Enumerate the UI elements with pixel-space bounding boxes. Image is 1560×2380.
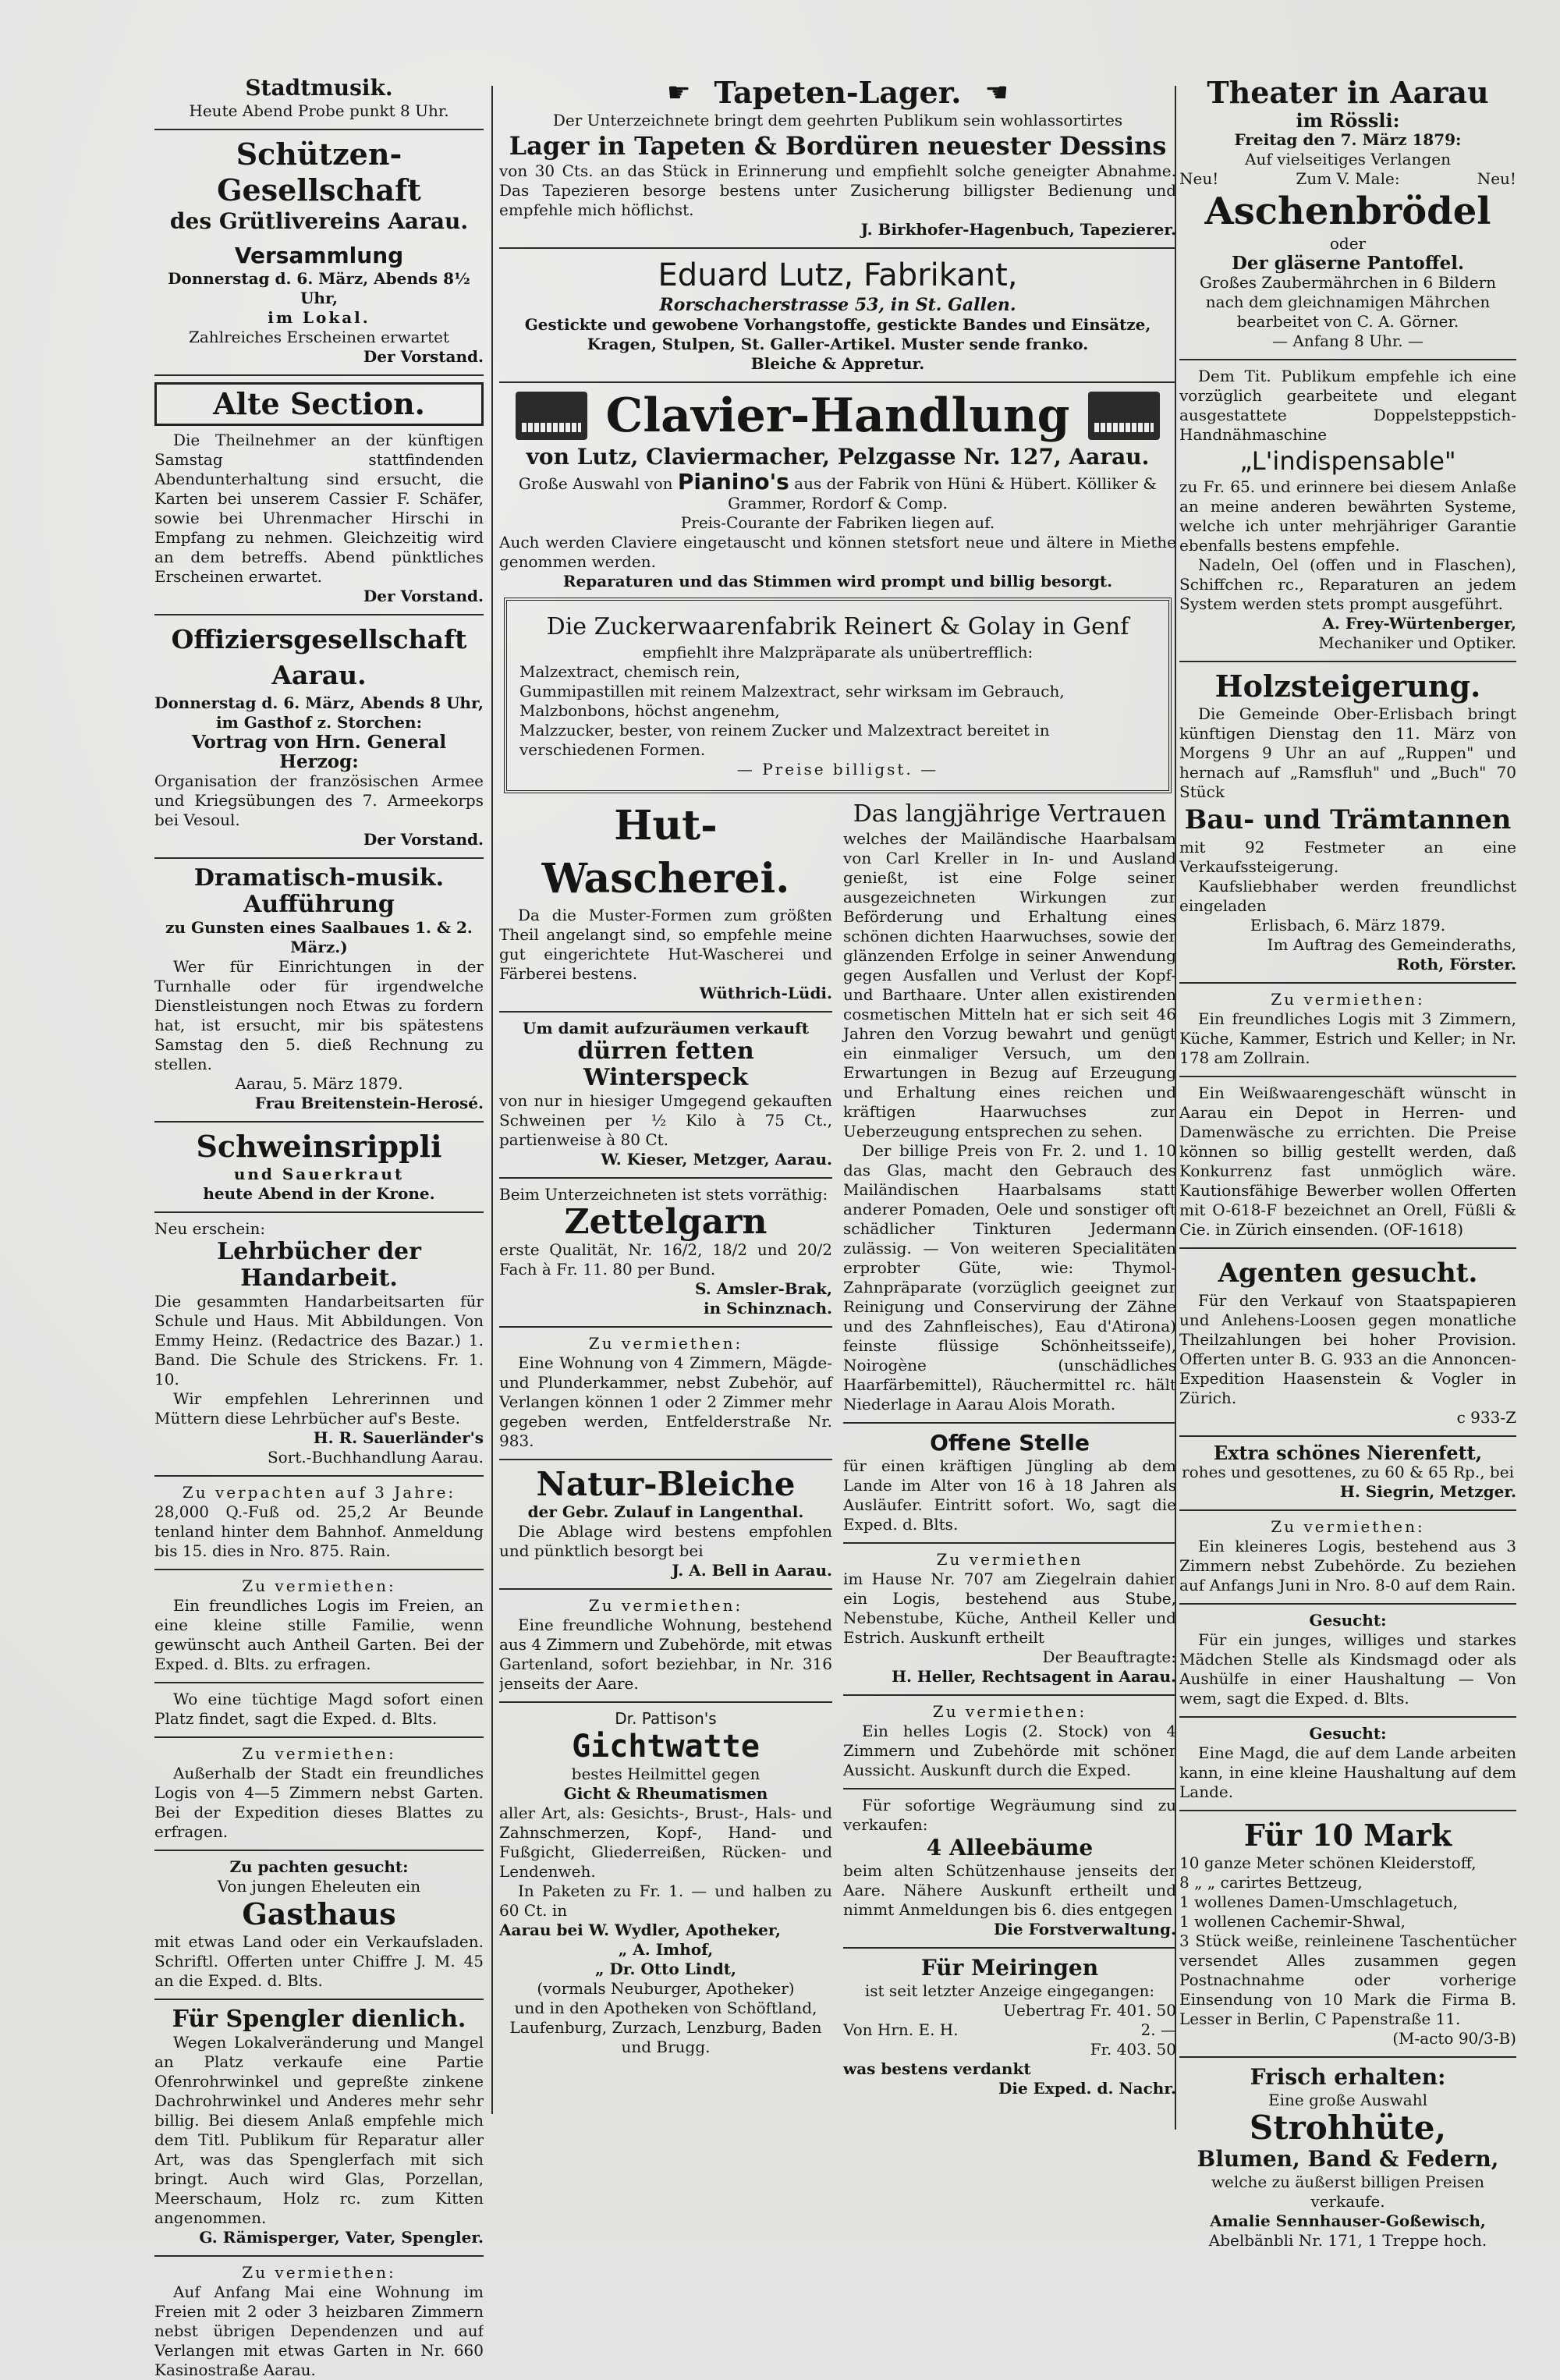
list-item: Malzextract, chemisch rein, (519, 662, 740, 681)
ad-seller: „ A. Imhof, (618, 1940, 714, 1959)
ad-signature: A. Frey-Würtenberger, (1322, 614, 1516, 633)
ad-title: Schützen-Gesellschaft (217, 137, 421, 207)
ad-body: von 30 Cts. an das Stück in Erinnerung und empfiehlt solche geneigter Abnahme. Das Tapezieren besorge bestens unter Zusicherung billigster Bedienung und empfehle mich höflichst. (499, 161, 1176, 219)
ad-address: Rorschacherstrasse 53, in St. Gallen. (659, 295, 1016, 315)
list-item: 10 ganze Meter schönen Kleiderstoff, (1179, 1853, 1477, 1872)
column-middle (499, 75, 1176, 2098)
divider (1179, 1810, 1516, 1811)
ad-signature: H. Heller, Rechtsagent in Aarau. (892, 1667, 1176, 1686)
ad-title: 4 Alleebäume (926, 1835, 1094, 1860)
two-column-block (499, 800, 1176, 2098)
subcolumn-right (843, 800, 1176, 2098)
ad-vermiethen-8 (1179, 990, 1516, 1068)
ad-date: Freitag den 7. März 1879: (1234, 130, 1462, 149)
ad-signature: Der Vorstand. (363, 830, 484, 849)
ad-title: Frisch erhalten: (1250, 2064, 1446, 2090)
ad-title: Extra schönes Nierenfett, (1213, 1442, 1483, 1464)
ad-note: Zahlreiches Erscheinen erwartet (188, 328, 450, 346)
ad-line: Preis-Courante der Fabriken liegen auf. (680, 513, 995, 532)
ad-signature: S. Amsler-Brak, (695, 1279, 832, 1298)
divider (1179, 661, 1516, 662)
divider (499, 1011, 832, 1013)
ad-body: Kaufsliebhaber werden freundlichst eingeladen (1179, 877, 1516, 915)
ad-neu: Neu! (1179, 169, 1219, 188)
ad-big: Aschenbrödel (1204, 190, 1491, 233)
ad-signature: J. A. Bell in Aarau. (672, 1561, 832, 1580)
ad-offiziersgesellschaft (154, 622, 484, 849)
ad-tapeten (499, 75, 1176, 239)
ad-body: von nur in hiesiger Umgegend gekauften Schweinen per ½ Kilo à 75 Ct., partienweise à 80 Ct. (499, 1091, 832, 1149)
ad-signature: Die Forstverwaltung. (993, 1920, 1176, 1938)
ad-strohhuete (1179, 2064, 1516, 2251)
ad-signature: Mechaniker und Optiker. (1318, 633, 1516, 652)
list-item: Gummipastillen mit reinem Malzextract, sehr wirksam im Gebrauch, (519, 682, 1065, 701)
ad-seller: Aarau bei W. Wydler, Apotheker, (499, 1921, 781, 1939)
ad-body: Für ein junges, williges und starkes Mädchen Stelle als Kindsmagd oder als Aushülfe in einer Haushaltung — Von wem, sagt die Exped. d. Blts. (1179, 1630, 1516, 1708)
ad-title: Die Zuckerwaarenfabrik Reinert & Golay in Genf (546, 613, 1129, 640)
ad-title: Zu vermiethen: (1271, 990, 1425, 1009)
divider (154, 1999, 484, 2000)
ad-alte-section (154, 382, 484, 606)
ad-agenten (1179, 1255, 1516, 1428)
ad-verpachten (154, 1483, 484, 1561)
ad-body: Wo eine tüchtige Magd sofort einen Platz findet, sagt die Exped. d. Blts. (154, 1690, 484, 1728)
ad-title: Eduard Lutz, Fabrikant, (658, 257, 1018, 293)
ad-body: In Paketen zu Fr. 1. — und halben zu 60 Ct. in (499, 1882, 832, 1920)
table-cell: 403. 50 (1116, 2040, 1176, 2059)
ad-body: Wer für Einrichtungen in der Turnhalle oder für irgendwelche Dienstleistungen noch Etwas zu fordern hat, ist ersucht, mir bis spätestens Samstag den 5. dieß Rechnung zu stellen. (154, 957, 484, 1073)
ad-title: Für Meiringen (920, 1955, 1099, 1981)
divider (1179, 1435, 1516, 1437)
ad-seller: „ Dr. Otto Lindt, (594, 1960, 737, 1978)
ad-line: Bleiche & Appretur. (750, 354, 925, 373)
ad-body: Nadeln, Oel (offen und in Flaschen), Schiffchen rc., Reparaturen an jedem System werden stets prompt ausgeführt. (1179, 555, 1516, 613)
ad-vermiethen-6 (843, 1550, 1176, 1687)
ad-vermiethen-2 (154, 1744, 484, 1842)
ad-spengler (154, 2006, 484, 2247)
ad-signature: G. Rämisperger, Vater, Spengler. (199, 2228, 484, 2247)
ad-date: Erlisbach, 6. März 1879. (1250, 916, 1446, 935)
ad-title: Alte Section. (213, 386, 425, 421)
ad-line: Gicht & Rheumatismen (563, 1784, 768, 1803)
ad-body: mit 92 Festmeter an eine Verkaufssteigerung. (1179, 838, 1516, 876)
ad-winterspeck (499, 1019, 832, 1169)
ad-gesucht-2 (1179, 1724, 1516, 1802)
ad-intro: Für sofortige Wegräumung sind zu verkaufen: (843, 1796, 1176, 1834)
ad-title: Zu pachten gesucht: (229, 1857, 409, 1876)
ad-weisswaaren (1179, 1084, 1516, 1240)
ad-line: heute Abend in der Krone. (203, 1184, 435, 1203)
divider (1179, 2056, 1516, 2058)
ad-body: Eine Magd, die auf dem Lande arbeiten kann, in eine kleine Haushaltung auf dem Lande. (1179, 1743, 1516, 1801)
ad-body: Die Theilnehmer an der künftigen Samstag stattfindenden Abendunterhaltung sind ersucht, die Karten bei unserem Cassier F. Schäfer, sowie bei Uhrenmacher Hirschi in Empfang zu nehmen. Gleichzeitig wird an dem betreffs. Abend pünktliches Erscheinen erwartet. (154, 431, 484, 586)
ad-big: Bau- und Trämtannen (1184, 804, 1512, 835)
ad-body: zu Fr. 65. und erinnere bei diesem Anlaße an meine anderen bewährten Systeme, welche ich unter mehrjähriger Garantie ebenfalls bestens empfehle. (1179, 477, 1516, 555)
divider (154, 1121, 484, 1123)
ad-body: erste Qualität, Nr. 16/2, 18/2 und 20/2 Fach à Fr. 11. 80 per Bund. (499, 1240, 832, 1279)
ad-gichtwatte (499, 1709, 832, 2057)
ad-stadtmusik (154, 75, 484, 121)
divider (1179, 359, 1516, 360)
ad-title: Gesucht: (1309, 1611, 1387, 1630)
ad-offene-stelle (843, 1430, 1176, 1534)
ad-text: aus der Fabrik von Hüni & Hübert. Kölliker & Grammer, Rordorf & Comp. (728, 474, 1158, 513)
ad-signature: H. R. Sauerländer's (313, 1428, 484, 1447)
ad-line: was bestens verdankt (843, 2059, 1031, 2078)
ad-text: Große Auswahl von (518, 474, 673, 493)
divider (154, 374, 484, 376)
ad-signature: Der Vorstand. (363, 587, 484, 605)
ad-date: Donnerstag d. 6. März, Abends 8 Uhr, (154, 693, 484, 712)
ad-body: Für den Verkauf von Staatspapieren und Anlehens-Loosen gegen monatliche Theilzahlungen bei hoher Provision. Offerten unter B. G. 933 an die Annoncen-Expedition Haasenstein & Vogler in Zürich. (1179, 1291, 1516, 1407)
ad-vermiethen-9 (1179, 1517, 1516, 1595)
table-cell: Von Hrn. E. H. (843, 2020, 959, 2039)
ad-alleebaeume (843, 1796, 1176, 1939)
ad-title: Zu vermiethen: (588, 1334, 743, 1353)
ad-body: im Hause Nr. 707 am Ziegelrain dahier ein Logis, bestehend aus Stube, Nebenstube, Küche, Antheil Keller und Estrich. Auskunft ertheilt (843, 1570, 1176, 1647)
list-item: 1 wollenes Damen-Umschlagetuch, (1179, 1892, 1459, 1911)
ad-pianinos: Pianino's (677, 469, 789, 495)
table-row (843, 2020, 1176, 2040)
ad-vermiethen-3 (154, 2263, 484, 2380)
ad-signature: Amalie Sennhauser-Goßewisch, (1210, 2212, 1486, 2230)
divider (1179, 1509, 1516, 1511)
ad-body: Ein kleineres Logis, bestehend aus 3 Zimmern nebst Zubehörde. Zu beziehen auf Anfangs Juni in Nro. 8-0 auf dem Rain. (1179, 1537, 1516, 1594)
ad-signature: Abelbänbli Nr. 171, 1 Treppe hoch. (1208, 2231, 1487, 2250)
ad-intro: Um damit aufzuräumen verkauft (523, 1019, 809, 1037)
ad-big: Gasthaus (242, 1896, 396, 1931)
divider (154, 129, 484, 130)
divider (1179, 1716, 1516, 1718)
ad-body: Gestickte und gewobene Vorhangstoffe, gestickte Bandes und Einsätze, Kragen, Stulpen, St. Galler-Artikel. Muster sende franko. (524, 315, 1151, 353)
ad-zehn-mark (1179, 1818, 1516, 2048)
ad-vermiethen-5 (499, 1596, 832, 1694)
ad-body: 3 Stück weiße, reinleinene Taschentücher versendet Alles zusammen gegen Postnachnahme oder vorherige Einsendung von 10 Mark die Firma B. Lesser in Berlin, C Papenstraße 11. (1179, 1931, 1516, 2028)
ad-nierenfett (1179, 1443, 1516, 1502)
ad-title: Offene Stelle (930, 1430, 1090, 1456)
ad-title: Agenten gesucht. (1218, 1257, 1478, 1289)
pointing-hand-icon: ☚ (984, 76, 1009, 108)
ad-title: Holzsteigerung. (1214, 669, 1481, 704)
divider (154, 614, 484, 615)
ad-body: 28,000 Q.-Fuß od. 25,2 Ar Beunde tenland hinter dem Bahnhof. Anmeldung bis 15. dies in Nro. 875. Rain. (154, 1502, 484, 1560)
divider (154, 2255, 484, 2257)
ad-signature: Frau Breitenstein-Herosé. (254, 1094, 484, 1112)
subcolumn-left (499, 800, 832, 2098)
ad-big: Blumen, Band & Federn, (1197, 2146, 1499, 2172)
ad-title: Zu vermiethen (936, 1550, 1083, 1569)
divider (1179, 982, 1516, 984)
ad-body: Außerhalb der Stadt ein freundliches Logis von 4—5 Zimmern nebst Garten. Bei der Expedition dieses Blattes zu erfragen. (154, 1764, 484, 1841)
ad-code: (M-acto 90/3-B) (1392, 2029, 1516, 2048)
ad-title: Tapeten-Lager. (714, 75, 962, 110)
ad-title: „L'indispensable" (1239, 446, 1456, 476)
divider (843, 1694, 1176, 1696)
ad-title: Stadtmusik. (245, 75, 393, 101)
divider (499, 1588, 832, 1590)
ad-date: Donnerstag d. 6. März, Abends 8½ Uhr, (168, 269, 470, 307)
ad-title: Zu vermiethen: (588, 1596, 743, 1615)
ad-signature: Der Vorstand. (363, 347, 484, 366)
ad-title: Theater in Aarau (1207, 75, 1489, 110)
ad-lehrbuecher (154, 1219, 484, 1467)
ad-line: Von jungen Eheleuten ein (217, 1877, 421, 1896)
divider (154, 1682, 484, 1683)
ad-body: Da die Muster-Formen zum größten Theil angelangt sind, so empfehle meine gut eingerichtete Hut-Wascherei und Färberei bestens. (499, 906, 832, 983)
list-item: 1 wollenen Cachemir-Shwal, (1179, 1912, 1406, 1931)
divider (499, 1459, 832, 1460)
divider (154, 1211, 484, 1213)
ad-big: Lager in Tapeten & Bordüren neuester Dessins (509, 131, 1167, 161)
ad-title: Gesucht: (1309, 1724, 1387, 1743)
divider (499, 1177, 832, 1179)
piano-icon (516, 392, 587, 440)
ad-natur-bleiche (499, 1467, 832, 1580)
ad-seller: (vormals Neuburger, Apotheker) (537, 1979, 795, 1998)
ad-body: Auf Anfang Mai eine Wohnung im Freien mit 2 oder 3 heizbaren Zimmern nebst übrigen Dependenzen und auf Verlangen mit etwas Garten in Nr. 660 Kasinostraße Aarau. (154, 2282, 484, 2379)
ad-intro: empfiehlt ihre Malzpräparate als unübertrefflich: (642, 643, 1034, 662)
divider (1179, 1603, 1516, 1605)
ad-title: Clavier-Handlung (605, 388, 1070, 443)
ad-signature: Der Beauftragte: (1042, 1648, 1176, 1666)
ad-line: — Anfang 8 Uhr. — (1272, 332, 1424, 350)
ad-title: Lehrbücher der Handarbeit. (217, 1238, 421, 1292)
ad-schuetzen (154, 137, 484, 367)
divider (1179, 1076, 1516, 1077)
table-cell: Uebertrag Fr. (1003, 2001, 1112, 2020)
ad-title: Für Spengler dienlich. (172, 2006, 466, 2033)
ad-place: im Gasthof z. Storchen: (216, 713, 422, 732)
ad-title: Gichtwatte (572, 1729, 760, 1765)
column-right (1179, 75, 1516, 2251)
table-cell: 401. 50 (1116, 2001, 1176, 2020)
ad-body: Großes Zaubermährchen in 6 Bildern nach dem gleichnamigen Mährchen bearbeitet von C. A. Görner. (1199, 273, 1497, 331)
divider (154, 1736, 484, 1738)
ad-magd (154, 1690, 484, 1729)
ad-intro: Neu erschein: (154, 1219, 266, 1238)
ad-zettelgarn (499, 1185, 832, 1318)
ad-body: beim alten Schützenhause jenseits der Aare. Nähere Auskunft ertheilt und nimmt Anmeldungen bis 6. dies entgegen (843, 1861, 1176, 1919)
ad-meiringen (843, 1955, 1176, 2098)
ad-zuckerwaarenfabrik (504, 598, 1172, 793)
column-left (154, 75, 484, 2380)
ad-title-box (154, 382, 484, 426)
ad-signature: J. Birkhofer-Hagenbuch, Tapezierer. (860, 220, 1176, 239)
list-item: 8 „ „ carirtes Bettzeug, (1179, 1873, 1363, 1892)
ad-row (1179, 169, 1516, 189)
ad-body: Ein freundliches Logis mit 3 Zimmern, Küche, Kammer, Estrich und Keller; in Nr. 178 am Zollrain. (1179, 1009, 1516, 1067)
ad-body: für einen kräftigen Jüngling ab dem Lande im Alter von 16 à 18 Jahren als Ausläufer. Eintritt sofort. Wo, sagt die Exped. d. Blts. (843, 1456, 1176, 1534)
ad-signature: Roth, Förster. (1396, 955, 1516, 974)
ad-signature: H. Siegrin, Metzger. (1339, 1482, 1516, 1501)
ad-dramatisch (154, 865, 484, 1113)
ad-subtitle: Eine große Auswahl (1268, 2091, 1427, 2109)
ad-heading: Vortrag von Hrn. General Herzog: (191, 732, 447, 772)
ad-body: Ein Weißwaarengeschäft wünscht in Aarau ein Depot in Herren- und Damenwäsche zu errichten. Die Preise können so billig gestellt werden, daß Konkurrenz fast unmöglich wäre. Kautionsfähige Bewerber wollen Offerten mit O-618-F bezeichnet an Orell, Füßli & Cie. in Zürich einsenden. (OF-1618) (1179, 1084, 1516, 1239)
ad-seller: und in den Apotheken von Schöftland, Laufenburg, Zurzach, Lenzburg, Baden und Brugg. (509, 1999, 822, 2056)
ad-vermiethen-1 (154, 1577, 484, 1674)
ad-neu: Neu! (1477, 169, 1516, 188)
ad-subtitle: von Lutz, Claviermacher, Pelzgasse Nr. 127, Aarau. (526, 444, 1150, 470)
divider (843, 1947, 1176, 1949)
ad-title: Zettelgarn (564, 1202, 768, 1242)
ad-big: Strohhüte, (1249, 2109, 1447, 2147)
ad-title: Für 10 Mark (1243, 1818, 1452, 1853)
ad-title: Schweinsrippli (196, 1129, 442, 1164)
ad-code: c 933-Z (1456, 1408, 1516, 1427)
ad-subtitle: der Gebr. Zulauf in Langenthal. (527, 1502, 804, 1521)
divider (154, 1475, 484, 1477)
ad-subtitle: zu Gunsten eines Saalbaues 1. & 2. März.) (165, 918, 473, 956)
ad-body: Der billige Preis von Fr. 2. und 1. 10 das Glas, macht den Gebrauch des Mailändischen Haarbalsams statt anderer Pomaden, Oele und sonstiger oft schädlicher Tinkturen Jedermann zulässig. — Von weiteren Specialitäten erprobter Güte, wie: Thymol-Zahnpräparate (vorzüglich geeignet zur Reinigung und Conservirung der Zähne und des Zahnfleisches), Eau d'Atirona) feinste flüssige Schönheitsseife), Noirogène (unschädliches Haarfärbemittel), Räuchermittel rc. hält Niederlage in Aarau Alois Morath. (843, 1141, 1176, 1413)
ad-holzsteigerung (1179, 669, 1516, 974)
ad-title: Zu verpachten auf 3 Jahre: (182, 1483, 456, 1502)
ad-body: rohes und gesottenes, zu 60 & 65 Rp., bei (1182, 1463, 1514, 1481)
ad-intro: Der Unterzeichnete bringt dem geehrten Publikum sein wohlassortirtes (552, 111, 1123, 129)
divider (843, 1422, 1176, 1424)
ad-heading: Versammlung (234, 243, 404, 268)
ad-line: Zum V. Male: (1296, 169, 1400, 188)
table-row (843, 2001, 1176, 2020)
ad-clavier (499, 389, 1176, 591)
pointing-hand-icon: ☛ (667, 76, 691, 108)
ad-body: aller Art, als: Gesichts-, Brust-, Hals- und Zahnschmerzen, Kopf-, Hand- und Fußgicht, Gliederreißen, Rücken- und Lendenweh. (499, 1804, 832, 1881)
ad-signature: Im Auftrag des Gemeinderaths, (1267, 935, 1516, 954)
ad-place: im Lokal. (268, 308, 370, 327)
divider (154, 857, 484, 859)
ad-body: Ein helles Logis (2. Stock) von 4 Zimmern und Zubehörde mit schöner Aussicht. Auskunft durch die Exped. (843, 1722, 1176, 1779)
ad-lutz-fabrikant (499, 255, 1176, 374)
ad-pretitle: Dr. Pattison's (615, 1709, 717, 1728)
list-item: Malzzucker, bester, von reinem Zucker und Malzextract bereitet in verschiedenen Formen. (519, 721, 1050, 759)
ad-body: welche zu äußerst billigen Preisen verkaufe. (1211, 2173, 1485, 2211)
ad-subtitle: Der gläserne Pantoffel. (1231, 253, 1464, 274)
ad-body: Die Gemeinde Ober-Erlisbach bringt künftigen Dienstag den 11. März von Morgens 9 Uhr an auf „Ruppen" und hernach auf „Ramsfluh" und „Buch" 70 Stück (1179, 704, 1516, 801)
divider (499, 381, 1176, 383)
ad-title: Das langjährige Vertrauen (853, 800, 1167, 828)
ad-title: Natur-Bleiche (536, 1465, 796, 1503)
ad-body: Eine freundliche Wohnung, bestehend aus 4 Zimmern und Zubehörde, mit etwas Gartenland, sofort beziehbar, in Nr. 316 jenseits der Aare. (499, 1616, 832, 1693)
table-cell: Fr. (1090, 2040, 1112, 2059)
ad-signature: Sort.-Buchhandlung Aarau. (267, 1448, 484, 1467)
ad-body: Eine Wohnung von 4 Zimmern, Mägde- und Plunderkammer, nebst Zubehör, auf Verlangen können 1 oder 2 Zimmer mehr gegeben werden, Entfelderstraße Nr. 983. (499, 1353, 832, 1450)
ad-title: Zu vermiethen: (242, 1744, 396, 1763)
ad-hut-wascherei (499, 800, 832, 1003)
ad-signature: W. Kieser, Metzger, Aarau. (601, 1150, 832, 1169)
divider (499, 1326, 832, 1328)
divider (499, 247, 1176, 249)
ad-line: Heute Abend Probe punkt 8 Uhr. (189, 101, 449, 120)
ad-title: Zu vermiethen: (932, 1702, 1087, 1721)
ad-date: Aarau, 5. März 1879. (235, 1074, 403, 1093)
ad-signature: Wüthrich-Lüdi. (699, 984, 832, 1002)
ad-vermiethen-4 (499, 1334, 832, 1451)
divider (499, 1701, 832, 1703)
column-rule-left (491, 86, 493, 2114)
ad-title: Zu vermiethen: (1271, 1517, 1425, 1536)
table-cell: 2. — (1140, 2020, 1176, 2039)
ad-pachten (154, 1857, 484, 1991)
ad-body: Organisation der französischen Armee und Kriegsübungen des 7. Armeekorps bei Vesoul. (154, 771, 484, 829)
ad-title: dürren fetten Winterspeck (577, 1037, 754, 1091)
ad-title: Zu vermiethen: (242, 2263, 396, 2282)
ad-subtitle: im Rössli: (1296, 109, 1400, 132)
ad-line: bestes Heilmittel gegen (571, 1765, 760, 1783)
divider (154, 1569, 484, 1570)
ad-intro: ist seit letzter Anzeige eingegangen: (864, 1981, 1155, 2000)
ad-signature: Die Exped. d. Nachr. (998, 2079, 1176, 2098)
ad-title: Offiziersgesellschaft Aarau. (171, 624, 467, 690)
piano-icon (1088, 392, 1160, 440)
ad-vermiethen-7 (843, 1702, 1176, 1780)
ad-body: Die Ablage wird bestens empfohlen und pünktlich besorgt bei (499, 1522, 832, 1560)
ad-body: welches der Mailändische Haarbalsam von Carl Kreller in In- und Ausland genießt, ist eine Folge seiner ausgezeichneten Wirkungen zur Beförderung und Erhaltung eines schönen dichten Haarwuchses, sowie der glänzenden Erfolge in seiner Anwendung gegen Ausfallen und Verlust der Kopf- und Barthaare. Unter allen existirenden cosmetischen Mitteln hat er sich seit 46 Jahren den Vorzug bewahrt und genügt ein einmaliger Versuch, um den Erwartungen in Bezug auf Erzeugung und Erhaltung eines reichen und kräftigen Haarwuchses zur Ueberzeugung entsprechen zu sehen. (843, 829, 1176, 1140)
divider (1179, 1247, 1516, 1249)
ad-subtitle: des Grütlivereins Aarau. (169, 208, 469, 234)
ad-line: Reparaturen und das Stimmen wird prompt und billig besorgt. (562, 572, 1113, 591)
ad-schweinsrippli (154, 1129, 484, 1204)
table-row (843, 2040, 1176, 2059)
divider (154, 1850, 484, 1851)
ad-gesucht-1 (1179, 1611, 1516, 1708)
ad-title: Dramatisch-musik. Aufführung (193, 864, 445, 918)
list-item: Malzbonbons, höchst angenehm, (519, 701, 780, 720)
ad-intro: Dem Tit. Publikum empfehle ich eine vorzüglich gearbeitete und elegant ausgestattete Doppelsteppstich-Handnähmaschine (1179, 367, 1516, 444)
ad-line: oder (1329, 234, 1367, 253)
ad-title: Hut-Wascherei. (541, 802, 790, 903)
ad-body: Die gesammten Handarbeitsarten für Schule und Haus. Mit Abbildungen. Von Emmy Heinz. (Redactrice des Bazar.) 1. Band. Die Schule des Strickens. Fr. 1. 10. (154, 1292, 484, 1389)
ad-body: mit etwas Land oder ein Verkaufsladen. Schriftl. Offerten unter Chiffre J. M. 45 an die Exped. d. Blts. (154, 1932, 484, 1990)
divider (843, 1542, 1176, 1544)
ad-body: Ein freundliches Logis im Freien, an eine kleine stille Familie, wenn gewünscht auch Antheil Garten. Bei der Exped. d. Blts. zu erfragen. (154, 1596, 484, 1673)
ad-signature: in Schinznach. (704, 1299, 832, 1318)
ad-line: Auf vielseitiges Verlangen (1245, 150, 1451, 168)
ad-intro: Beim Unterzeichneten ist stets vorräthig: (499, 1185, 828, 1204)
ad-body: Wir empfehlen Lehrerinnen und Müttern diese Lehrbücher auf's Beste. (154, 1389, 484, 1428)
ad-title: Zu vermiethen: (242, 1577, 396, 1595)
ad-naehmaschine (1179, 367, 1516, 653)
ad-body: Auch werden Claviere eingetauscht und können stetsfort neue und ältere in Miethe genommen werden. (499, 533, 1176, 571)
divider (843, 1788, 1176, 1789)
ad-body: Wegen Lokalveränderung und Mangel an Platz verkaufe eine Partie Ofenrohrwinkel und gepreßte zinkene Dachrohrwinkel und Anderes mehr sehr billig. Bei diesem Anlaß empfehle mich dem Titl. Publikum für Reparatur aller Art, was das Spenglerfach mit sich bringt. Auch wird Glas, Porzellan, Meerschaum, Holz rc. zum Kitten angenommen. (154, 2033, 484, 2227)
ad-haarbalsam (843, 800, 1176, 1414)
ad-subtitle: und Sauerkraut (233, 1165, 405, 1183)
ad-line: — Preise billigst. — (736, 760, 939, 779)
ad-theater (1179, 75, 1516, 351)
